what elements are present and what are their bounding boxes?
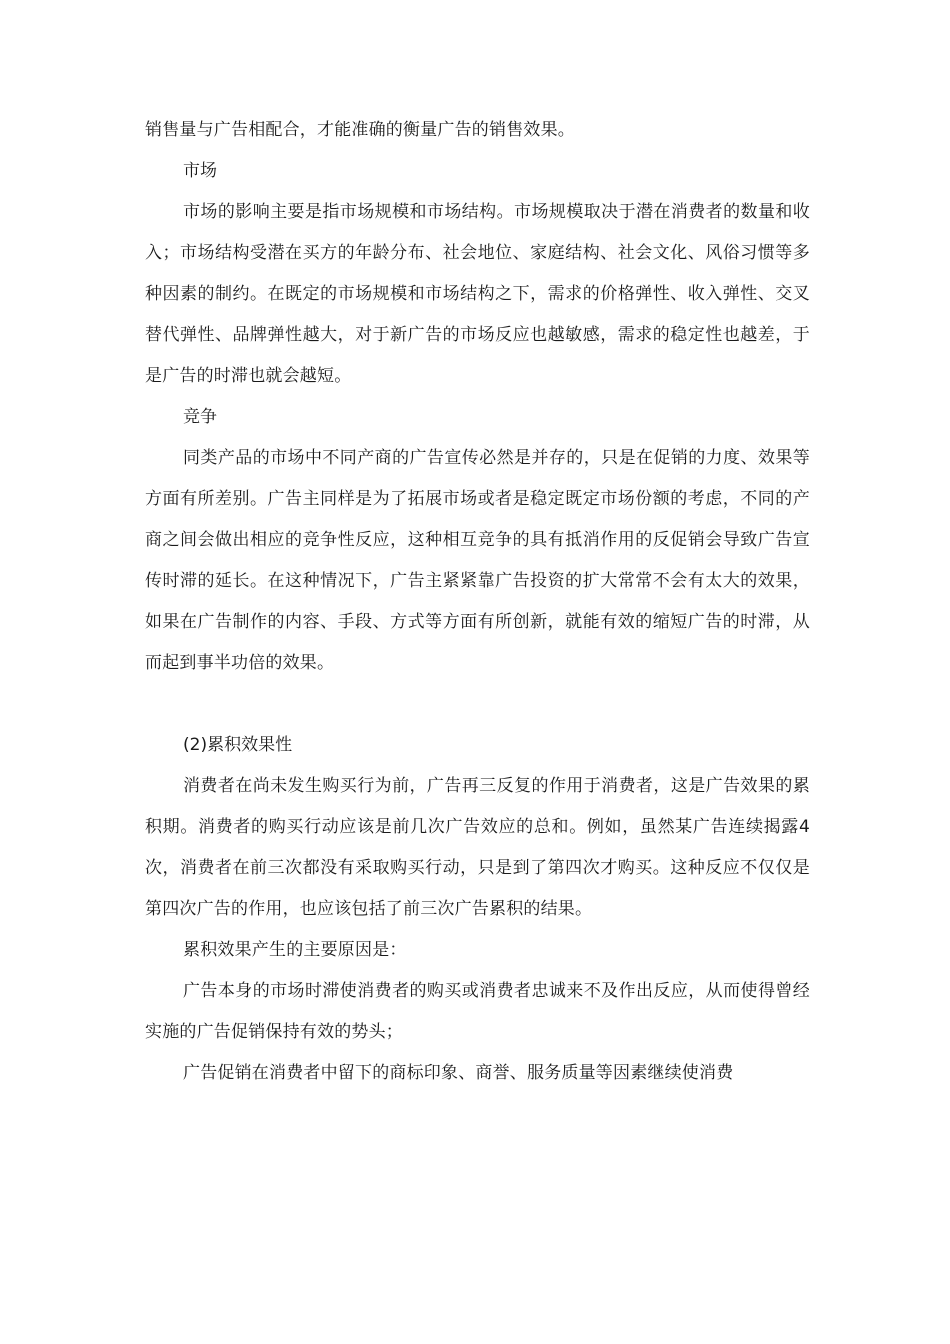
paragraph-competition: 同类产品的市场中不同产商的广告宣传必然是并存的，只是在促销的力度、效果等方面有所差别。广告主同样是为了拓展市场或者是稳定既定市场份额的考虑，不同的产商之间会做出相应的竞争性反应，这种相互竞争的具有抵消作用的反促销会导致广告宣传时滞的延长。在这种情况下，广告主紧紧靠广告投资的扩大常常不会有太大的效果，如果在广告制作的内容、手段、方式等方面有所创新，就能有效的缩短广告的时滞，从而起到事半功倍的效果。: [145, 448, 810, 673]
section-spacer: [145, 684, 810, 725]
paragraph-reason-1: 广告本身的市场时滞使消费者的购买或消费者忠诚来不及作出反应，从而使得曾经实施的广告促销保持有效的势头；: [145, 981, 810, 1042]
paragraph-sales-effect: 销售量与广告相配合，才能准确的衡量广告的销售效果。: [145, 120, 575, 140]
paragraph-cumulative-effect: 消费者在尚未发生购买行为前，广告再三反复的作用于消费者，这是广告效果的累积期。消费者的购买行动应该是前几次广告效应的总和。例如，虽然某广告连续揭露4次，消费者在前三次都没有采取购买行动，只是到了第四次才购买。这种反应不仅仅是第四次广告的作用，也应该包括了前三次广告累积的结果。: [145, 776, 810, 919]
document-body: [145, 110, 810, 1094]
paragraph-market: 市场的影响主要是指市场规模和市场结构。市场规模取决于潜在消费者的数量和收入；市场结构受潜在买方的年龄分布、社会地位、家庭结构、社会文化、风俗习惯等多种因素的制约。在既定的市场规模和市场结构之下，需求的价格弹性、收入弹性、交叉替代弹性、品牌弹性越大，对于新广告的市场反应也越敏感，需求的稳定性也越差，于是广告的时滞也就会越短。: [145, 202, 810, 386]
paragraph-reason-2: 广告促销在消费者中留下的商标印象、商誉、服务质量等因素继续使消费: [183, 1063, 734, 1083]
heading-cumulative-effect: (2)累积效果性: [183, 735, 293, 755]
paragraph-reasons-intro: 累积效果产生的主要原因是：: [183, 940, 407, 960]
heading-market: 市场: [183, 161, 217, 181]
heading-competition: 竞争: [183, 407, 217, 427]
